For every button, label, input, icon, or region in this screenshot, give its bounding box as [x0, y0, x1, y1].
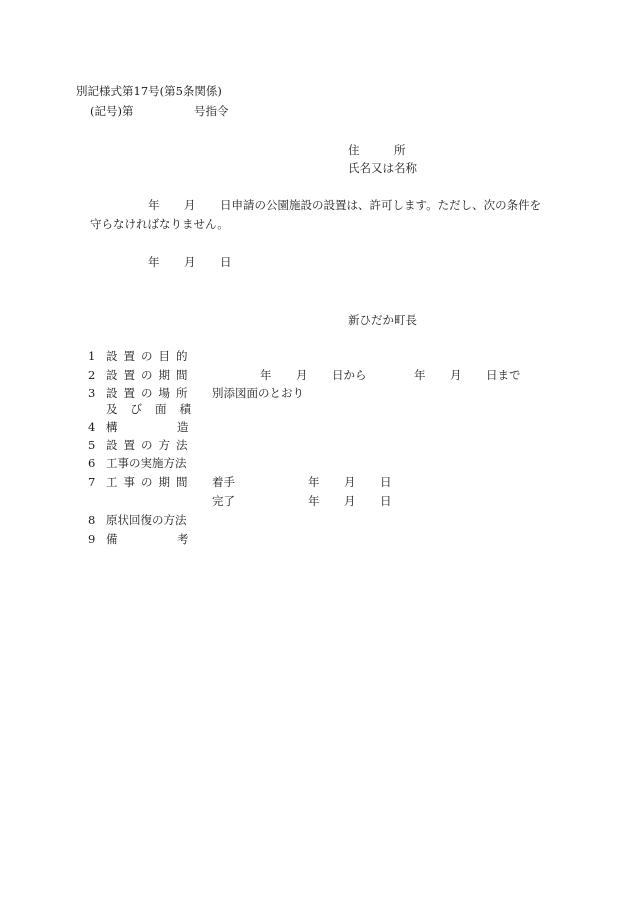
period-to-year: 年: [414, 368, 426, 382]
body-text-line-1: 日申請の公園施設の設置は、許可します。ただし、次の条件を: [220, 198, 542, 212]
item-label-structure-end: 造: [177, 420, 189, 434]
item-label-restoration: 原状回復の方法: [106, 513, 187, 527]
issue-day: 日: [220, 255, 232, 269]
work-start-month: 月: [344, 475, 356, 489]
item-label-structure: 構: [106, 420, 118, 434]
item-label-method: 設置の方法: [106, 438, 194, 452]
work-start-label: 着手: [212, 475, 235, 489]
item-label-purpose: 設置の目的: [106, 349, 194, 363]
item-number: 9: [88, 532, 96, 546]
item-value-location: 別添図面のとおり: [212, 386, 304, 400]
application-year: 年: [148, 198, 160, 212]
work-end-label: 完了: [212, 494, 235, 508]
work-start-year: 年: [308, 475, 320, 489]
item-number: 4: [88, 420, 96, 434]
item-label-location-line-2: 及び面積: [106, 402, 204, 416]
item-label-remarks-end: 考: [177, 532, 189, 546]
item-number: 6: [88, 456, 96, 470]
item-label-work-method: 工事の実施方法: [106, 456, 187, 470]
record-number-suffix: 号指令: [194, 104, 229, 118]
work-start-day: 日: [380, 475, 392, 489]
item-number: 8: [88, 513, 96, 527]
work-end-year: 年: [308, 494, 320, 508]
item-label-location: 設置の場所: [106, 386, 194, 400]
application-month: 月: [184, 198, 196, 212]
name-label: 氏名又は名称: [348, 161, 417, 175]
form-label: 別記様式第17号(第5条関係): [76, 84, 222, 98]
period-from-year: 年: [260, 368, 272, 382]
period-to-day: 日まで: [486, 368, 521, 382]
item-label-work-period: 工事の期間: [106, 475, 194, 489]
issuer-name: 新ひだか町長: [348, 313, 417, 327]
item-label-remarks: 備: [106, 532, 118, 546]
item-label-period: 設置の期間: [106, 368, 194, 382]
period-to-month: 月: [450, 368, 462, 382]
issue-month: 月: [184, 255, 196, 269]
address-label: 住 所: [348, 143, 406, 157]
body-text-line-2: 守らなければなりません。: [90, 217, 229, 231]
period-from-month: 月: [296, 368, 308, 382]
work-end-month: 月: [344, 494, 356, 508]
item-number: 7: [88, 475, 96, 489]
item-number: 1: [88, 349, 96, 363]
issue-year: 年: [148, 255, 160, 269]
item-number: 5: [88, 438, 96, 452]
record-number-prefix: (記号)第: [90, 104, 134, 118]
item-number: 2: [88, 368, 96, 382]
item-number: 3: [88, 386, 96, 400]
period-from-day: 日から: [332, 368, 367, 382]
work-end-day: 日: [380, 494, 392, 508]
